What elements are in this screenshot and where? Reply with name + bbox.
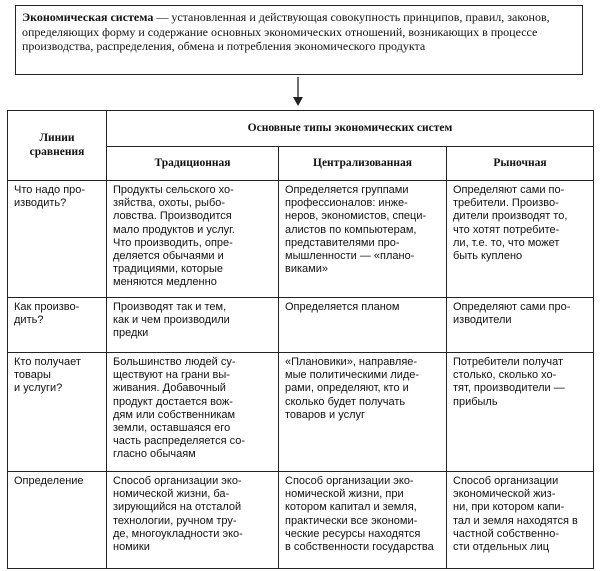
table-cell: Способ организации эко- номической жизни, при котором капитал и земля, практически все экономи- ческие ресурсы находятся в собственности государства [279, 472, 447, 569]
row-label: Определение [8, 472, 107, 569]
table-cell: Способ организации экономической жиз- ни, при котором капи- тал и земля находятся в частной собственно- сти отдельных лиц [447, 472, 594, 569]
table-cell: Потребители получат столько, сколько хо- тят, производители — прибыль [447, 353, 594, 472]
table-cell: Определяют сами про- изводители [447, 298, 594, 353]
table-cell: Способ организации эко- номической жизни, ба- зирующийся на отсталой технологии, ручном тру- де, многоукладности эко- номики [107, 472, 279, 569]
table-row [8, 353, 594, 472]
group-header: Основные типы экономических систем [107, 111, 594, 147]
definition-text: — установленная и действующая совокупность принципов, правил, законов, определяющих форму и содержание основных экономических отношений, возникающих в процессе производства, распределения, обмена и потребления экономического продукта [22, 10, 550, 53]
table-cell: Производят так и тем, как и чем производили предки [107, 298, 279, 353]
row-label: Как произво- дить? [8, 298, 107, 353]
table-cell: Определяется планом [279, 298, 447, 353]
column-header-traditional: Традиционная [107, 147, 279, 181]
table-cell: Продукты сельского хо- зяйства, охоты, рыбо- ловства. Производится мало продуктов и услуг. Что производить, опре- деляется обычаями и традициями, которые меняются медленно [107, 181, 279, 298]
table-cell: Определяется группами профессионалов: инже- неров, экономистов, специ- алистов по компьютерам, представителями про- мышленности — «плано- виками» [279, 181, 447, 298]
economic-systems-table [7, 110, 594, 569]
table-row [8, 472, 594, 569]
definition-term: Экономическая система [22, 10, 154, 24]
table-cell: Большинство людей су- ществуют на грани вы- живания. Добавочный продукт достается вож- дям или собственникам земли, оставшаяся его часть распределяется со- гласно обычаям [107, 353, 279, 472]
table-row [8, 298, 594, 353]
row-label: Кто получает товары и услуги? [8, 353, 107, 472]
down-arrow-icon [290, 77, 306, 107]
table-cell: «Плановики», направляе- мые политическими лиде- рами, определяют, кто и сколько будет получать товаров и услуг [279, 353, 447, 472]
definition-box [15, 5, 583, 75]
table-row [8, 181, 594, 298]
table-cell: Определяют сами по- требители. Произво- дители производят то, что хотят потребите- ли, т.е. то, что может быть куплено [447, 181, 594, 298]
column-header-market: Рыночная [447, 147, 594, 181]
column-header-centralized: Централизованная [279, 147, 447, 181]
corner-header: Линии сравнения [8, 111, 107, 181]
row-label: Что надо про- изводить? [8, 181, 107, 298]
